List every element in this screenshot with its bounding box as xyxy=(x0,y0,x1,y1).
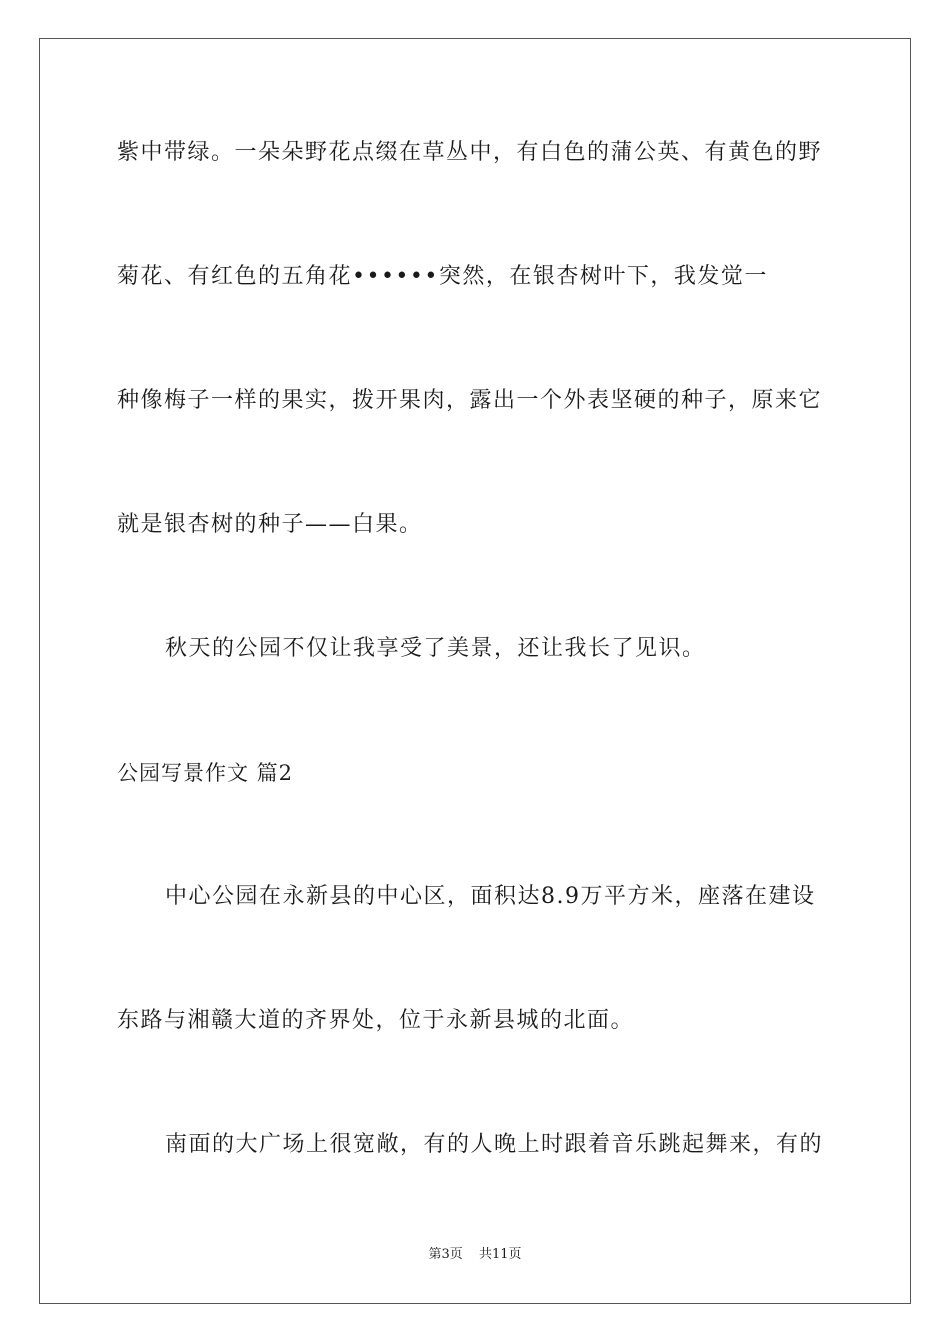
paragraph-south: 南面的大广场上很宽敞，有的人晚上时跟着音乐跳起舞来，有的 xyxy=(165,1132,824,1157)
body-text-line: 菊花、有红色的五角花••••••突然，在银杏树叶下，我发觉一 xyxy=(117,264,768,289)
page-footer xyxy=(0,1246,950,1264)
body-text-line: 紫中带绿。一朵朵野花点缀在草丛中，有白色的蒲公英、有黄色的野 xyxy=(117,140,823,165)
page-border xyxy=(39,38,911,1304)
page-number: 第3页 xyxy=(428,1247,463,1262)
paragraph-autumn: 秋天的公园不仅让我享受了美景，还让我长了见识。 xyxy=(165,636,706,661)
paragraph-center-line-1: 中心公园在永新县的中心区，面积达8.9万平方米，座落在建设 xyxy=(165,884,816,909)
body-text-line: 种像梅子一样的果实，拨开果肉，露出一个外表坚硬的种子，原来它 xyxy=(117,388,823,413)
section-heading: 公园写景作文 篇2 xyxy=(117,761,294,785)
body-text-line: 就是银杏树的种子——白果。 xyxy=(117,512,423,537)
total-pages: 共11页 xyxy=(478,1247,522,1262)
paragraph-center-line-2: 东路与湘赣大道的齐界处，位于永新县城的北面。 xyxy=(117,1008,635,1033)
